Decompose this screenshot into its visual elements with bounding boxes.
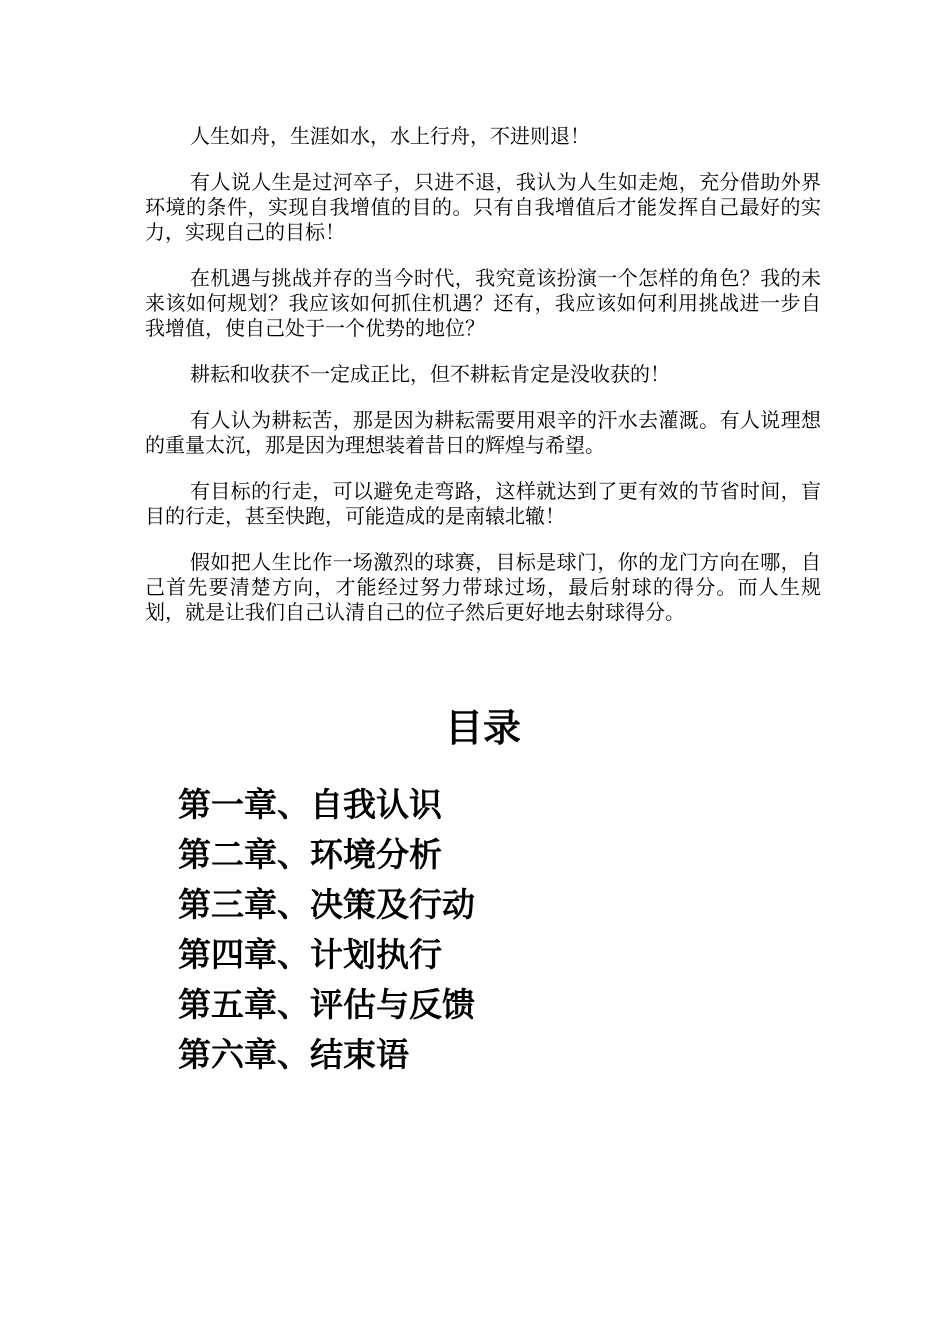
toc-item-chapter-2: 第二章、环境分析 <box>178 835 442 874</box>
intro-section <box>145 124 821 646</box>
toc-item-chapter-3: 第三章、决策及行动 <box>178 885 475 924</box>
toc-title: 目录 <box>444 706 521 750</box>
intro-paragraph: 有目标的行走，可以避免走弯路，这样就达到了更有效的节省时间，盲目的行走，甚至快跑，可能造成的是南辕北辙！ <box>145 479 821 528</box>
intro-paragraph: 耕耘和收获不一定成正比，但不耕耘肯定是没收获的！ <box>190 362 670 386</box>
toc-list <box>178 780 475 1080</box>
intro-paragraph: 有人说人生是过河卒子，只进不退，我认为人生如走炮，充分借助外界环境的条件，实现自我增值的目的。只有自我增值后才能发挥自己最好的实力，实现自己的目标！ <box>145 170 821 244</box>
intro-paragraph: 在机遇与挑战并存的当今时代，我究竟该扮演一个怎样的角色？我的未来该如何规划？我应该如何抓住机遇？还有，我应该如何利用挑战进一步自我增值，使自己处于一个优势的地位？ <box>145 266 821 340</box>
intro-paragraph: 有人认为耕耘苦，那是因为耕耘需要用艰辛的汗水去灌溉。有人说理想的重量太沉，那是因为理想装着昔日的辉煌与希望。 <box>145 408 821 457</box>
toc-item-chapter-5: 第五章、评估与反馈 <box>178 985 475 1024</box>
intro-paragraph: 假如把人生比作一场激烈的球赛，目标是球门，你的龙门方向在哪，自己首先要清楚方向，才能经过努力带球过场，最后射球的得分。而人生规划，就是让我们自己认清自己的位子然后更好地去射球得分。 <box>145 550 821 624</box>
intro-paragraph: 人生如舟，生涯如水，水上行舟，不进则退！ <box>190 124 590 148</box>
toc-item-chapter-1: 第一章、自我认识 <box>178 785 442 824</box>
toc-item-chapter-6: 第六章、结束语 <box>178 1035 409 1074</box>
toc-item-chapter-4: 第四章、计划执行 <box>178 935 442 974</box>
